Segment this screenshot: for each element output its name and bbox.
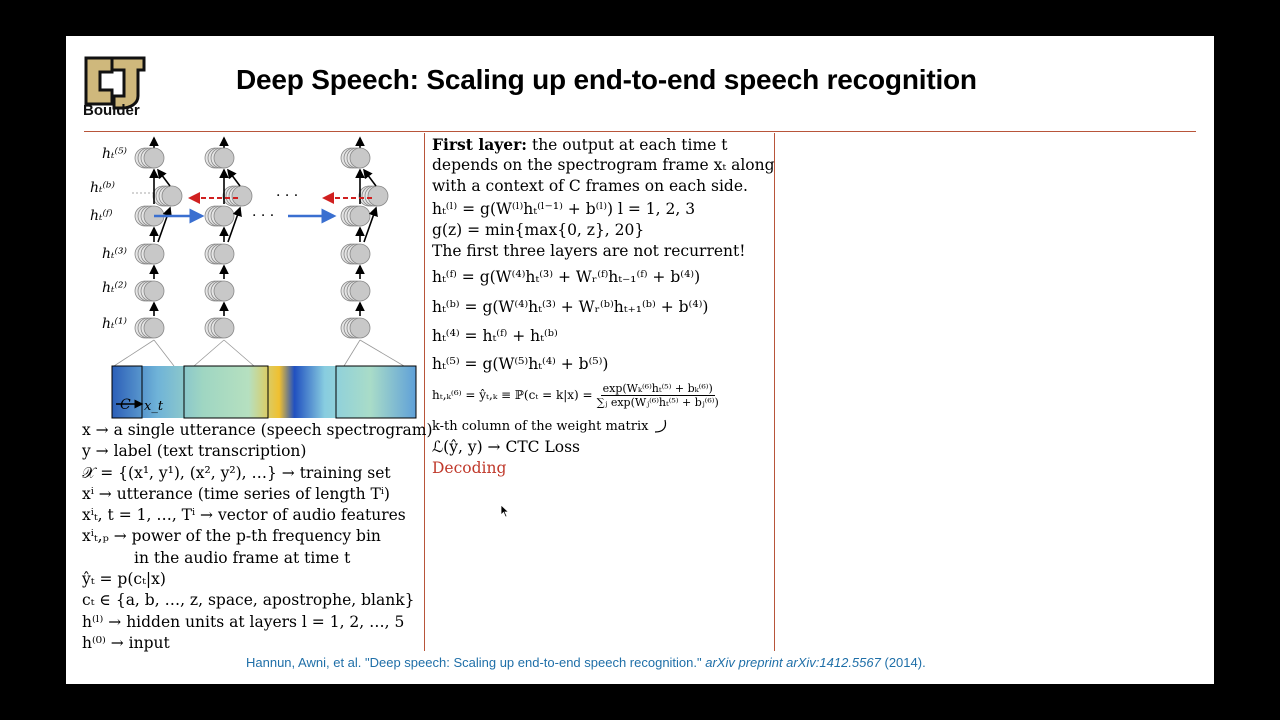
ellipsis-middle: · · ·: [252, 208, 275, 224]
input-fan-line: [114, 340, 154, 366]
input-fan-line: [344, 340, 360, 366]
slide: [66, 36, 1214, 684]
equation-h6-lhs: hₜ,ₖ⁽⁶⁾ = ŷₜ,ₖ ≡ ℙ(cₜ = k|x) =: [432, 387, 593, 402]
label-hf: hₜ⁽ᶠ⁾: [90, 208, 113, 224]
neuron-hb-col-0: [153, 186, 182, 206]
brace-curve-icon: [653, 418, 671, 436]
neuron-h3-col-2: [341, 244, 370, 264]
label-h3: hₜ⁽³⁾: [102, 246, 127, 262]
label-h5: hₜ⁽⁵⁾: [102, 146, 127, 162]
context-label: C: [120, 397, 131, 413]
ctc-loss: ℒ(ŷ, y) → CTC Loss: [432, 438, 580, 456]
not-recurrent-note: The first three layers are not recurrent!: [432, 242, 746, 260]
neuron-hb-col-2: [359, 186, 388, 206]
slide-title: Deep Speech: Scaling up end-to-end speech recognition: [236, 64, 977, 95]
softmax-denominator: ∑ⱼ exp(Wⱼ⁽⁶⁾hₜ⁽⁵⁾ + bⱼ⁽⁶⁾): [596, 395, 719, 409]
def-input: h⁽⁰⁾ → input: [82, 633, 170, 652]
neuron-h1-col-2: [341, 318, 370, 338]
neuron-hf-col-2: [341, 206, 370, 226]
connection-arrow: [364, 170, 376, 186]
citation-year: (2014).: [884, 655, 926, 670]
connection-arrow: [228, 170, 240, 186]
def-characters: cₜ ∈ {a, b, …, z, space, apostrophe, blank}: [82, 591, 415, 610]
label-h1: hₜ⁽¹⁾: [102, 316, 127, 332]
neuron-h5-col-2: [341, 148, 370, 168]
def-time-series: xⁱ → utterance (time series of length Tⁱ): [82, 484, 390, 503]
logo-wordmark: Boulder: [83, 102, 140, 119]
label-h2: hₜ⁽²⁾: [102, 280, 127, 296]
neuron-h1-col-1: [205, 318, 234, 338]
kth-column-note: [432, 416, 777, 437]
citation-authors-title: Hannun, Awni, et al. "Deep speech: Scaling up end-to-end speech recognition.": [246, 655, 702, 670]
neuron-h2-col-2: [341, 281, 370, 301]
neuron-h1-col-0: [135, 318, 164, 338]
neuron-h2-col-0: [135, 281, 164, 301]
neuron-h5-col-0: [135, 148, 164, 168]
def-training-set: 𝒳 = {(x¹, y¹), (x², y²), …} → training set: [82, 463, 391, 482]
neuron-hf-col-1: [205, 206, 234, 226]
deep-speech-architecture-diagram: [84, 136, 424, 421]
equation-hf: hₜ⁽ᶠ⁾ = g(W⁽⁴⁾hₜ⁽³⁾ + Wᵣ⁽ᶠ⁾hₜ₋₁⁽ᶠ⁾ + b⁽⁴⁾): [432, 268, 701, 286]
input-fan-line: [224, 340, 254, 366]
title-divider: [84, 131, 1196, 132]
citation-venue: arXiv preprint arXiv:1412.5567: [705, 655, 881, 670]
input-fan-line: [360, 340, 404, 366]
softmax-numerator: exp(Wₖ⁽⁶⁾hₜ⁽⁵⁾ + bₖ⁽⁶⁾): [602, 381, 713, 395]
first-layer-text-1: the output at each time t: [531, 136, 728, 154]
equation-h4: hₜ⁽⁴⁾ = hₜ⁽ᶠ⁾ + hₜ⁽ᵇ⁾: [432, 327, 558, 345]
kth-column-label: k-th column of the weight matrix: [432, 419, 649, 434]
equation-hb: hₜ⁽ᵇ⁾ = g(W⁽⁴⁾hₜ⁽³⁾ + Wᵣ⁽ᵇ⁾hₜ₊₁⁽ᵇ⁾ + b⁽⁴⁾): [432, 298, 709, 316]
first-layer-text-2: depends on the spectrogram frame xₜ along: [432, 156, 775, 174]
neuron-h3-col-0: [135, 244, 164, 264]
def-frequency-bin: xⁱₜ,ₚ → power of the p-th frequency bin: [82, 527, 381, 546]
first-layer-heading: First layer:: [432, 135, 528, 154]
softmax-fraction: [597, 382, 719, 409]
neuron-h3-col-1: [205, 244, 234, 264]
neuron-h2-col-1: [205, 281, 234, 301]
mouse-pointer-icon: [500, 504, 510, 518]
equation-h5: hₜ⁽⁵⁾ = g(W⁽⁵⁾hₜ⁽⁴⁾ + b⁽⁵⁾): [432, 355, 609, 373]
def-hidden-units: h⁽ˡ⁾ → hidden units at layers l = 1, 2, …, 5: [82, 612, 405, 631]
equations-column: [432, 134, 777, 479]
first-layer-text-3: with a context of C frames on each side.: [432, 177, 748, 195]
citation: [246, 655, 926, 670]
input-fan-line: [194, 340, 224, 366]
def-frequency-bin-cont: in the audio frame at time t: [134, 548, 351, 567]
connection-arrow: [158, 170, 170, 186]
equation-g: g(z) = min{max{0, z}, 20}: [432, 221, 645, 239]
neuron-hb-col-1: [223, 186, 252, 206]
def-label: y → label (text transcription): [82, 442, 307, 461]
equation-h6: [432, 378, 777, 412]
decoding-label: Decoding: [432, 459, 507, 477]
ellipsis-top: · · ·: [276, 188, 299, 204]
def-audio-features: xⁱₜ, t = 1, …, Tⁱ → vector of audio features: [82, 506, 406, 525]
equation-hl: hₜ⁽ˡ⁾ = g(W⁽ˡ⁾hₜ⁽ˡ⁻¹⁾ + b⁽ˡ⁾) l = 1, 2, 3: [432, 200, 696, 218]
notation-list: [82, 420, 433, 654]
label-hb: hₜ⁽ᵇ⁾: [90, 180, 115, 196]
def-prediction: ŷₜ = p(cₜ|x): [82, 570, 166, 589]
def-utterance: x → a single utterance (speech spectrogram): [82, 421, 433, 439]
network-columns: [114, 138, 404, 366]
neuron-h5-col-1: [205, 148, 234, 168]
frame-label: x_t: [144, 399, 164, 414]
input-fan-line: [154, 340, 174, 366]
